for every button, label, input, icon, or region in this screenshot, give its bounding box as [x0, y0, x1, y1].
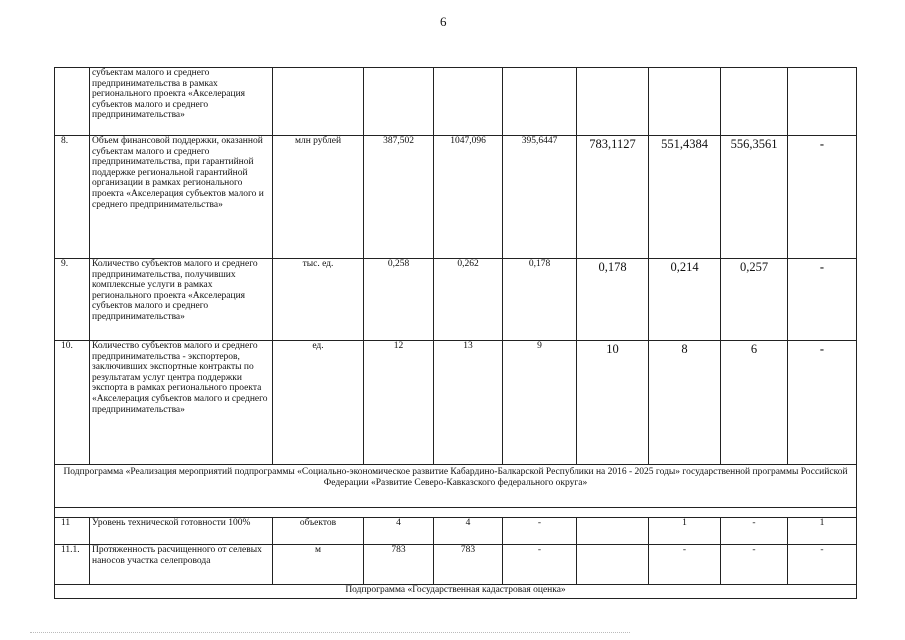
value-cell: [577, 545, 649, 585]
subprogram-row: [55, 465, 857, 508]
indicators-table: [54, 67, 857, 599]
row-number: 10.: [55, 341, 90, 465]
value-cell: 783: [364, 545, 434, 585]
value-cell: 395,6447: [503, 136, 577, 259]
row-number: [55, 68, 90, 136]
value-cell: [788, 68, 857, 136]
value-cell: 551,4384: [649, 136, 721, 259]
spacer-cell: [55, 508, 857, 518]
value-cell: -: [721, 518, 788, 545]
row-number: 9.: [55, 259, 90, 341]
value-cell: -: [503, 545, 577, 585]
indicator-description: Количество субъектов малого и среднего предпринимательства - экспортеров, заключивших экспортные контракты по результатам услуг центра поддержки экспорта в рамках регионального проекта «Акселерация субъектов малого и среднего предпринимательства»: [90, 341, 273, 465]
indicator-unit: м: [273, 545, 364, 585]
table-row: [55, 341, 857, 465]
value-cell: 10: [577, 341, 649, 465]
subprogram-title: Подпрограмма «Государственная кадастровая оценка»: [55, 585, 857, 599]
value-cell: [649, 68, 721, 136]
table-row: [55, 545, 857, 585]
table-row: [55, 136, 857, 259]
value-cell: 0,214: [649, 259, 721, 341]
value-cell: 556,3561: [721, 136, 788, 259]
value-cell: 8: [649, 341, 721, 465]
indicator-description: Объем финансовой поддержки, оказанной субъектам малого и среднего предпринимательства, при гарантийной поддержке региональной гарантийной организации в рамках регионального проекта «Акселерация субъектов малого и среднего предпринимательства»: [90, 136, 273, 259]
indicator-description: Количество субъектов малого и среднего предпринимательства, получивших комплексные услуги в рамках регионального проекта «Акселерация субъектов малого и среднего предпринимательства»: [90, 259, 273, 341]
row-number: 11: [55, 518, 90, 545]
indicator-unit: [273, 68, 364, 136]
value-cell: [577, 68, 649, 136]
table-row: [55, 68, 857, 136]
value-cell: 6: [721, 341, 788, 465]
value-cell: 0,262: [434, 259, 503, 341]
subprogram-title: Подпрограмма «Реализация мероприятий подпрограммы «Социально-экономическое развитие Кабардино-Балкарской Республики на 2016 - 2025 годы» государственной программы Российской Федерации «Развитие Северо-Кавказского федерального округа»: [55, 465, 857, 508]
value-cell: [577, 518, 649, 545]
indicator-unit: ед.: [273, 341, 364, 465]
value-cell: 0,178: [503, 259, 577, 341]
value-cell: 4: [434, 518, 503, 545]
value-cell: 1: [649, 518, 721, 545]
table-row: [55, 518, 857, 545]
value-cell: 12: [364, 341, 434, 465]
spacer-row: [55, 508, 857, 518]
page-number: 6: [440, 14, 447, 29]
indicator-description: Уровень технической готовности 100%: [90, 518, 273, 545]
value-cell: 783,1127: [577, 136, 649, 259]
row-number: 8.: [55, 136, 90, 259]
value-cell: -: [503, 518, 577, 545]
row-number: 11.1.: [55, 545, 90, 585]
value-cell: 0,257: [721, 259, 788, 341]
value-cell: [503, 68, 577, 136]
value-cell: -: [788, 136, 857, 259]
indicator-unit: млн рублей: [273, 136, 364, 259]
value-cell: 0,258: [364, 259, 434, 341]
indicator-unit: тыс. ед.: [273, 259, 364, 341]
table-row: [55, 259, 857, 341]
value-cell: [721, 68, 788, 136]
value-cell: 1047,096: [434, 136, 503, 259]
subprogram-row: [55, 585, 857, 599]
value-cell: -: [721, 545, 788, 585]
value-cell: 13: [434, 341, 503, 465]
value-cell: [364, 68, 434, 136]
footer-line: [30, 632, 630, 636]
value-cell: 4: [364, 518, 434, 545]
value-cell: 387,502: [364, 136, 434, 259]
indicator-description: субъектам малого и среднего предпринимательства в рамках регионального проекта «Акселерация субъектов малого и среднего предпринимательства»: [90, 68, 273, 136]
value-cell: -: [788, 341, 857, 465]
value-cell: 783: [434, 545, 503, 585]
value-cell: 0,178: [577, 259, 649, 341]
indicator-description: Протяженность расчищенного от селевых наносов участка селепровода: [90, 545, 273, 585]
value-cell: -: [649, 545, 721, 585]
value-cell: 9: [503, 341, 577, 465]
indicator-unit: объектов: [273, 518, 364, 545]
value-cell: -: [788, 259, 857, 341]
value-cell: [434, 68, 503, 136]
value-cell: -: [788, 545, 857, 585]
value-cell: 1: [788, 518, 857, 545]
